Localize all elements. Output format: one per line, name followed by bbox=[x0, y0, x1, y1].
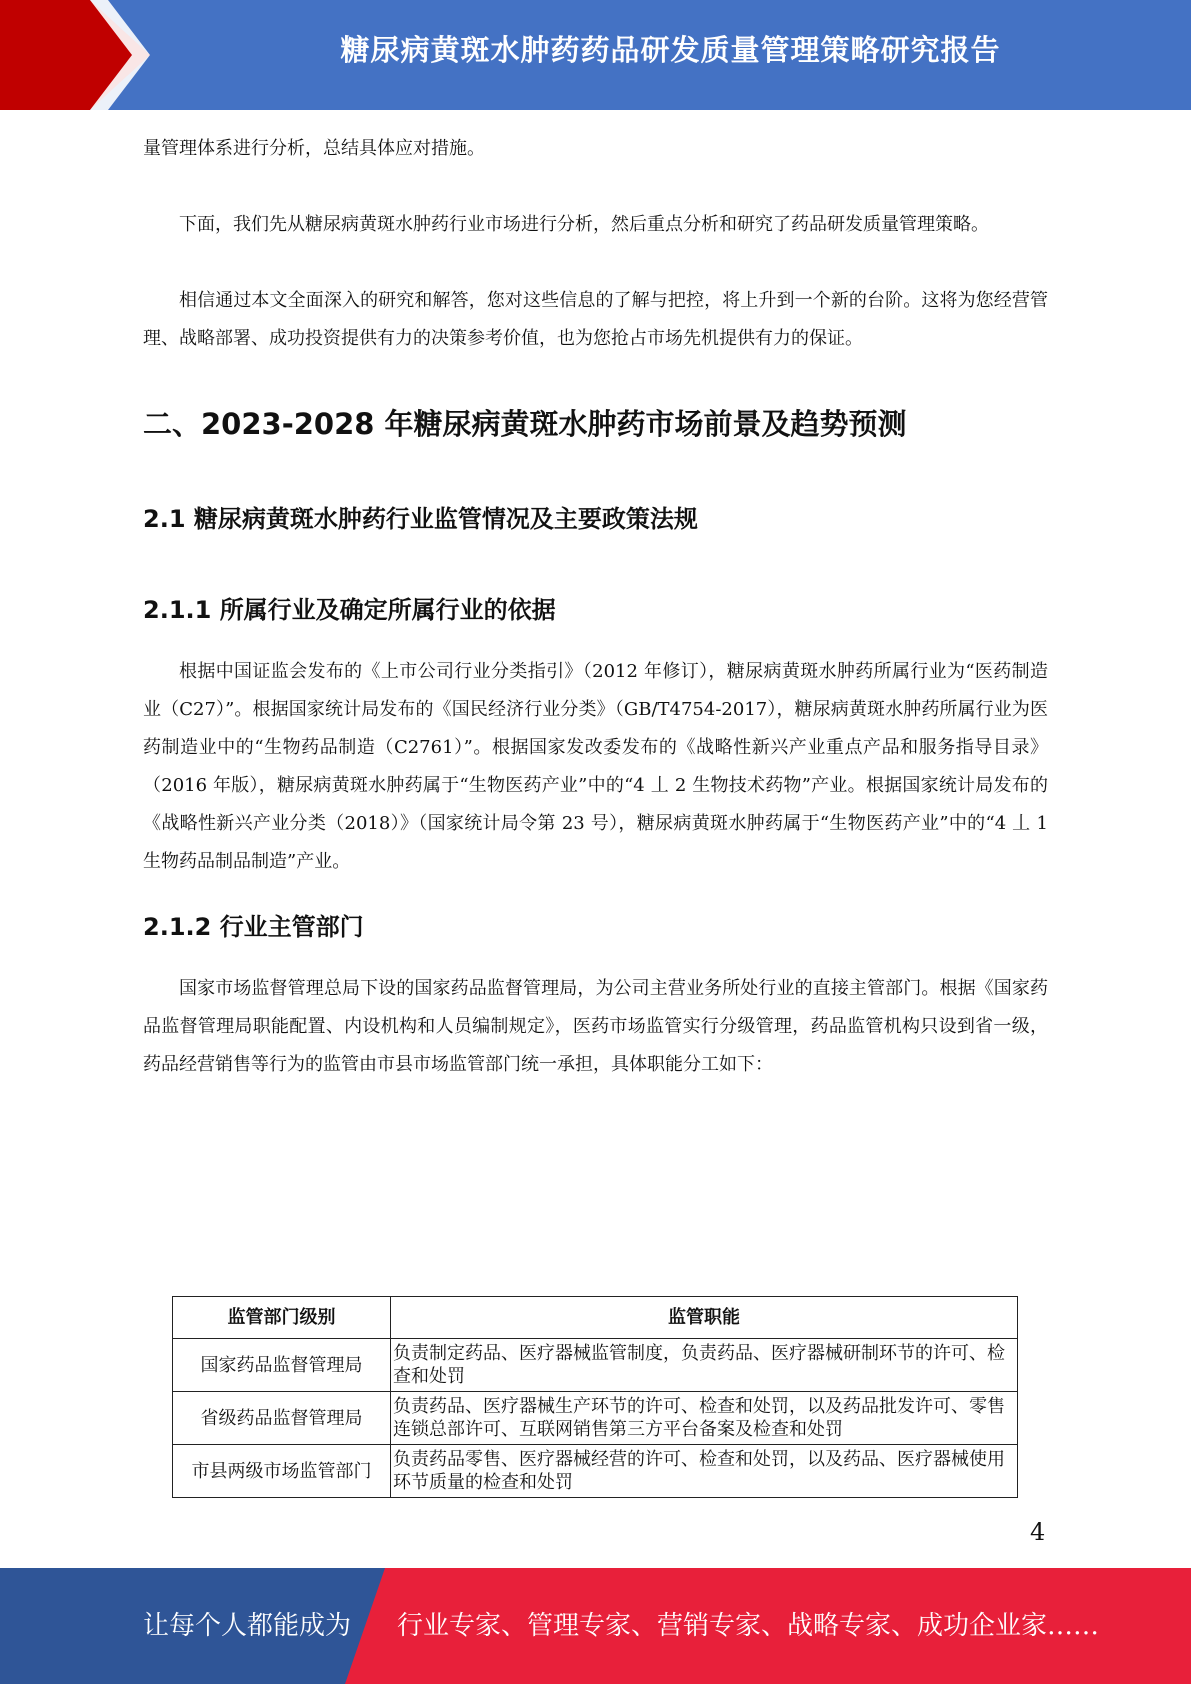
page-number: 4 bbox=[1030, 1518, 1046, 1546]
table-cell-duty: 负责药品零售、医疗器械经营的许可、检查和处罚，以及药品、医疗器械使用环节质量的检查和处罚 bbox=[391, 1445, 1018, 1498]
header-title: 糖尿病黄斑水肿药药品研发质量管理策略研究报告 bbox=[340, 33, 1001, 67]
table-cell-duty: 负责药品、医疗器械生产环节的许可、检查和处罚，以及药品批发许可、零售连锁总部许可、互联网销售第三方平台备案及检查和处罚 bbox=[391, 1392, 1018, 1445]
table-cell-level: 省级药品监督管理局 bbox=[173, 1392, 391, 1445]
intro-paragraph-2: 下面，我们先从糖尿病黄斑水肿药行业市场进行分析，然后重点分析和研究了药品研发质量管理策略。 bbox=[179, 214, 989, 235]
section-2-1-2-heading: 2.1.2 行业主管部门 bbox=[143, 913, 364, 941]
page-content bbox=[143, 130, 1048, 1084]
section-2-1-1-heading: 2.1.1 所属行业及确定所属行业的依据 bbox=[143, 596, 556, 624]
table-cell-level: 市县两级市场监管部门 bbox=[173, 1445, 391, 1498]
table-header-duty: 监管职能 bbox=[391, 1297, 1018, 1339]
table-header-level: 监管部门级别 bbox=[173, 1297, 391, 1339]
page-footer bbox=[0, 1568, 1191, 1684]
section-2-1-2-body: 国家市场监督管理总局下设的国家药品监督管理局，为公司主营业务所处行业的直接主管部门。根据《国家药品监督管理局职能配置、内设机构和人员编制规定》，医药市场监管实行分级管理，药品监管机构只设到省一级，药品经营销售等行为的监管由市县市场监管部门统一承担，具体职能分工如下： bbox=[143, 978, 1048, 1075]
table-row bbox=[173, 1445, 1018, 1498]
footer-slogan-left: 让每个人都能成为 bbox=[143, 1611, 352, 1641]
section-2-1-1-body: 根据中国证监会发布的《上市公司行业分类指引》（2012 年修订），糖尿病黄斑水肿药所属行业为“医药制造业（C27）”。根据国家统计局发布的《国民经济行业分类》（GB/T4754-2017），糖尿病黄斑水肿药所属行业为医药制造业中的“生物药品制造（C2761）”。根据国家发改委发布的《战略性新兴产业重点产品和服务指导目录》（2016 年版），糖尿病黄斑水肿药属于“生物医药产业”中的“4 丄 2 生物技术药物”产业。根据国家统计局发布的《战略性新兴产业分类（2018）》（国家统计局令第 23 号），糖尿病黄斑水肿药属于“生物医药产业”中的“4 丄 1 生物药品制品制造”产业。 bbox=[143, 661, 1048, 872]
section-2-1-heading: 2.1 糖尿病黄斑水肿药行业监管情况及主要政策法规 bbox=[143, 505, 698, 533]
table-row bbox=[173, 1339, 1018, 1392]
intro-paragraph-1: 量管理体系进行分析，总结具体应对措施。 bbox=[143, 138, 485, 159]
table-header-row bbox=[173, 1297, 1018, 1339]
footer-slogan-right: 行业专家、管理专家、营销专家、战略专家、成功企业家…… bbox=[397, 1611, 1100, 1641]
section-2-heading: 二、2023-2028 年糖尿病黄斑水肿药市场前景及趋势预测 bbox=[143, 407, 907, 441]
page-header bbox=[0, 0, 1191, 110]
regulatory-duty-table bbox=[172, 1296, 1018, 1498]
table-row bbox=[173, 1392, 1018, 1445]
intro-paragraph-3: 相信通过本文全面深入的研究和解答，您对这些信息的了解与把控，将上升到一个新的台阶。这将为您经营管理、战略部署、成功投资提供有力的决策参考价值，也为您抢占市场先机提供有力的保证。 bbox=[143, 290, 1048, 349]
table-cell-duty: 负责制定药品、医疗器械监管制度，负责药品、医疗器械研制环节的许可、检查和处罚 bbox=[391, 1339, 1018, 1392]
table-cell-level: 国家药品监督管理局 bbox=[173, 1339, 391, 1392]
